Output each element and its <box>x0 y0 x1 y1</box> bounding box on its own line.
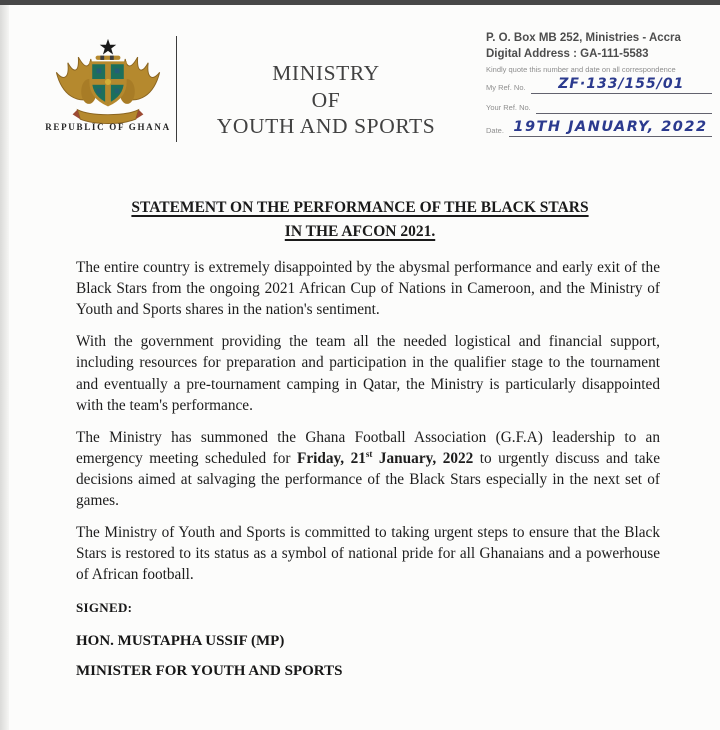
scan-top-edge <box>0 0 720 5</box>
my-ref-row <box>486 76 712 94</box>
date-label: Date. <box>486 125 504 135</box>
letterhead-contact-block <box>486 31 712 137</box>
body-paragraph-4: The Ministry of Youth and Sports is committed to taking urgent steps to ensure that the Black Stars is restored to its status as a symbol of national pride for all Ghanaians and a powerhouse of African football. <box>76 524 660 584</box>
date-row <box>486 119 712 137</box>
signature-block <box>76 600 342 680</box>
your-ref-line <box>536 101 712 114</box>
my-ref-value: ZF·133/155/01 <box>558 76 685 93</box>
paragraph-3-ordinal-suffix: st <box>365 448 373 459</box>
paragraph-3-post: to urgently discuss and take decisions aimed at salvaging the performance of the Black Stars especially in the next set of games. <box>76 449 660 510</box>
paragraph-3-bold-date-rest: January, 2022 <box>372 449 474 467</box>
statement-body <box>76 257 660 597</box>
paragraph-3-pre: The Ministry has summoned the Ghana Football Association (G.F.A) leadership to an emergency meeting scheduled for <box>76 428 660 467</box>
statement-title <box>0 196 720 244</box>
body-paragraph-2: With the government providing the team all the needed logistical and financial support, including resources for preparation and participation in the qualifier stage to the tournament and eventually a pre-tournament camping in Qatar, the Ministry is particularly disappointed with the team's performance. <box>76 333 660 414</box>
statement-title-line1: STATEMENT ON THE PERFORMANCE OF THE BLACK STARS <box>131 199 589 216</box>
signatory-name: HON. MUSTAPHA USSIF (MP) <box>76 633 285 649</box>
scan-left-edge <box>0 5 9 730</box>
po-box-line: P. O. Box MB 252, Ministries - Accra <box>486 32 681 44</box>
republic-of-ghana-label: REPUBLIC OF GHANA <box>45 122 171 132</box>
my-ref-line <box>531 76 712 94</box>
signed-label: SIGNED: <box>76 600 133 615</box>
signatory-role: MINISTER FOR YOUTH AND SPORTS <box>76 663 343 679</box>
paragraph-3-bold-date: Friday, 21 <box>296 449 366 467</box>
body-paragraph-1: The entire country is extremely disappointed by the abysmal performance and early exit of the Black Stars from the ongoing 2021 African Cup of Nations in Cameroon, and the Ministry of Youth and Sports shares in the nation's sentiment. <box>76 259 660 319</box>
quote-note: Kindly quote this number and date on all correspondence <box>486 65 676 75</box>
ministry-title-line1: MINISTRY <box>272 61 380 85</box>
ministry-title-line2: OF <box>311 87 341 112</box>
your-ref-row <box>486 101 712 114</box>
letterhead-divider <box>176 36 177 142</box>
date-value: 19TH JANUARY, 2022 <box>513 118 708 135</box>
ministry-title <box>184 60 468 140</box>
digital-address-line: Digital Address : GA-111-5583 <box>486 47 649 60</box>
ghana-coat-of-arms-icon <box>50 36 166 129</box>
your-ref-label: Your Ref. No. <box>486 102 531 112</box>
statement-title-line2: IN THE AFCON 2021. <box>284 223 436 241</box>
body-paragraph-3 <box>76 427 660 511</box>
my-ref-label: My Ref. No. <box>486 82 526 92</box>
ministry-title-line3: YOUTH AND SPORTS <box>216 114 436 139</box>
date-line <box>509 119 712 137</box>
